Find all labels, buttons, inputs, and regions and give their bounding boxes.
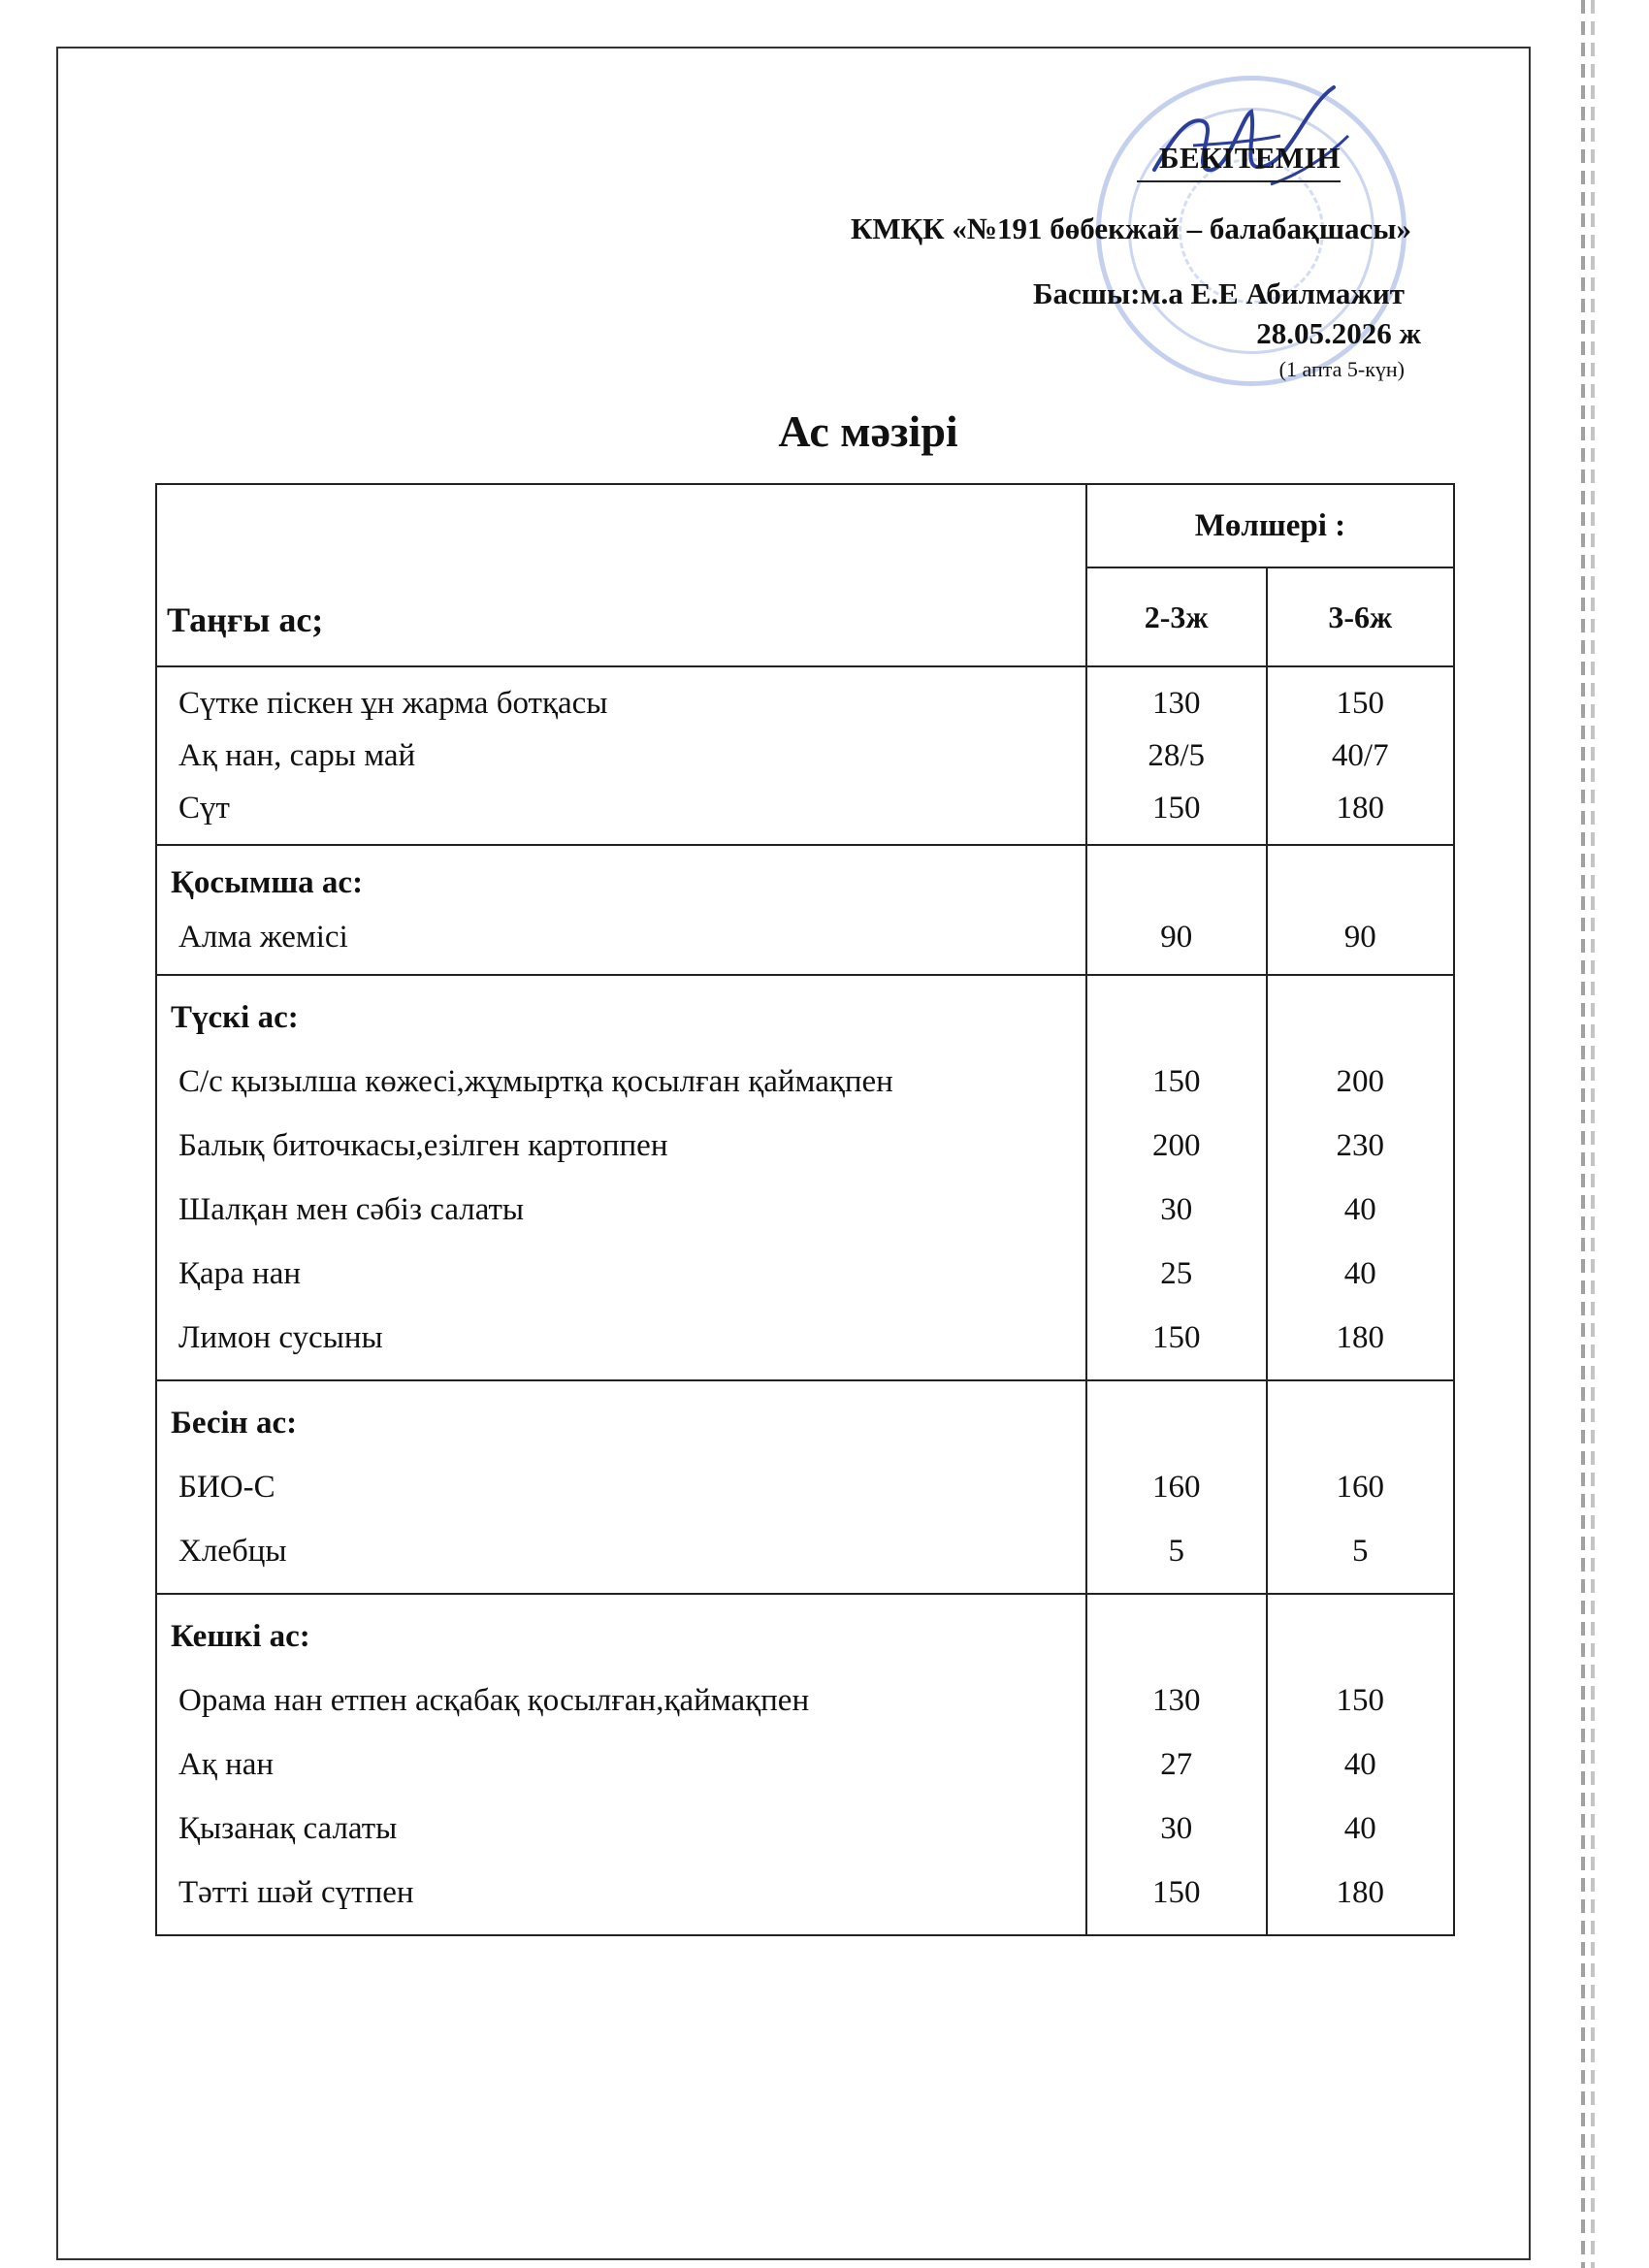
dish-name: Сүтке піскен ұн жарма ботқасы (178, 686, 608, 721)
amount-value: 40/7 (1331, 738, 1389, 773)
dish-name: Сүт (178, 791, 230, 826)
amount-value: 130 (1151, 686, 1201, 721)
amount-value: 30 (1160, 1811, 1193, 1846)
dish-name: Қызанақ салаты (178, 1811, 398, 1846)
dish-name: Қара нан (178, 1256, 302, 1291)
amount-value: 150 (1336, 1683, 1384, 1718)
amount-value: 90 (1160, 920, 1193, 955)
amount-value: 160 (1151, 1470, 1201, 1505)
amount-value: 130 (1151, 1683, 1201, 1718)
dish-name: Тәтті шәй сүтпен (178, 1875, 414, 1910)
week-day: (1 апта 5-күн) (1278, 357, 1405, 381)
dish-name: С/с қызылша көжесі,жұмыртқа қосылған қаймақпен (178, 1064, 893, 1099)
dish-name: Лимон сусыны (178, 1320, 383, 1355)
amount-value: 28/5 (1148, 738, 1206, 773)
amount-value: 200 (1336, 1064, 1384, 1099)
dish-name: Орама нан етпен асқабақ қосылған,қаймақпен (178, 1683, 810, 1718)
dish-name: Ақ нан (178, 1747, 275, 1782)
scan-edge (1581, 0, 1585, 2268)
section-items (156, 975, 1086, 1380)
section-title: Қосымша ас: (171, 865, 364, 900)
amount-value: 40 (1343, 1747, 1376, 1782)
amount-value: 150 (1336, 686, 1384, 721)
amount-col-2-3 (1086, 1594, 1267, 1935)
amount-col-3-6 (1267, 666, 1454, 845)
dish-name: Алма жемісі (178, 920, 348, 955)
menu-table (155, 483, 1455, 1936)
amount-value: 180 (1336, 791, 1384, 826)
section-items (156, 1380, 1086, 1594)
amount-col-3-6 (1267, 1594, 1454, 1935)
section-items (156, 1594, 1086, 1935)
dish-name: Балық биточкасы,езілген картоппен (178, 1128, 668, 1163)
amount-value: 40 (1343, 1811, 1376, 1846)
table-row (156, 1380, 1454, 1594)
table-row (156, 1594, 1454, 1935)
amount-col-3-6 (1267, 845, 1454, 975)
amount-col-2-3 (1086, 666, 1267, 845)
table-row (156, 975, 1454, 1380)
amount-value: 180 (1336, 1875, 1384, 1910)
age-col-header: 3-6ж (1267, 567, 1454, 666)
amount-value: 40 (1343, 1192, 1376, 1227)
amount-col-3-6 (1267, 1380, 1454, 1594)
dish-name: Хлебцы (178, 1534, 287, 1569)
section-items (156, 845, 1086, 975)
dish-name: БИО-С (178, 1470, 275, 1505)
scan-edge (1591, 0, 1595, 2268)
section-title: Түскі ас: (171, 1000, 299, 1035)
amount-value: 150 (1151, 1064, 1201, 1099)
amount-col-2-3 (1086, 845, 1267, 975)
page-title: Ас мәзірі (778, 406, 958, 456)
section-title: Бесін ас: (171, 1406, 298, 1441)
amount-value: 5 (1168, 1534, 1184, 1569)
amount-value: 150 (1151, 1320, 1201, 1355)
amount-col-2-3 (1086, 975, 1267, 1380)
section-items (156, 666, 1086, 845)
amount-col-2-3 (1086, 1380, 1267, 1594)
age-col-header: 2-3ж (1086, 567, 1267, 666)
approval-date: 28.05.2026 ж (1256, 316, 1421, 350)
amount-value: 27 (1160, 1747, 1193, 1782)
signature-line (1137, 180, 1341, 182)
amount-header: Мөлшері : (1086, 484, 1454, 567)
table-row (156, 666, 1454, 845)
amount-value: 30 (1160, 1192, 1193, 1227)
organization-name: КМҚК «№191 бөбекжай – балабақшасы» (850, 211, 1411, 245)
amount-value: 25 (1160, 1256, 1193, 1291)
amount-value: 180 (1336, 1320, 1384, 1355)
amount-value: 230 (1336, 1128, 1384, 1163)
amount-value: 160 (1336, 1470, 1384, 1505)
amount-value: 150 (1151, 791, 1201, 826)
dish-name: Ақ нан, сары май (178, 738, 416, 773)
amount-value: 5 (1352, 1534, 1369, 1569)
amount-value: 40 (1343, 1256, 1376, 1291)
amount-value: 150 (1151, 1875, 1201, 1910)
meal-header: Таңғы ас; (156, 484, 1086, 666)
amount-value: 90 (1343, 920, 1376, 955)
approve-label: БЕКІТЕМІН (1158, 141, 1341, 175)
table-row (156, 845, 1454, 975)
head-name: Басшы:м.а Е.Е Абилмажит (1033, 276, 1405, 310)
amount-col-3-6 (1267, 975, 1454, 1380)
section-title: Кешкі ас: (171, 1619, 310, 1654)
amount-value: 200 (1151, 1128, 1201, 1163)
dish-name: Шалқан мен сәбіз салаты (178, 1192, 525, 1227)
